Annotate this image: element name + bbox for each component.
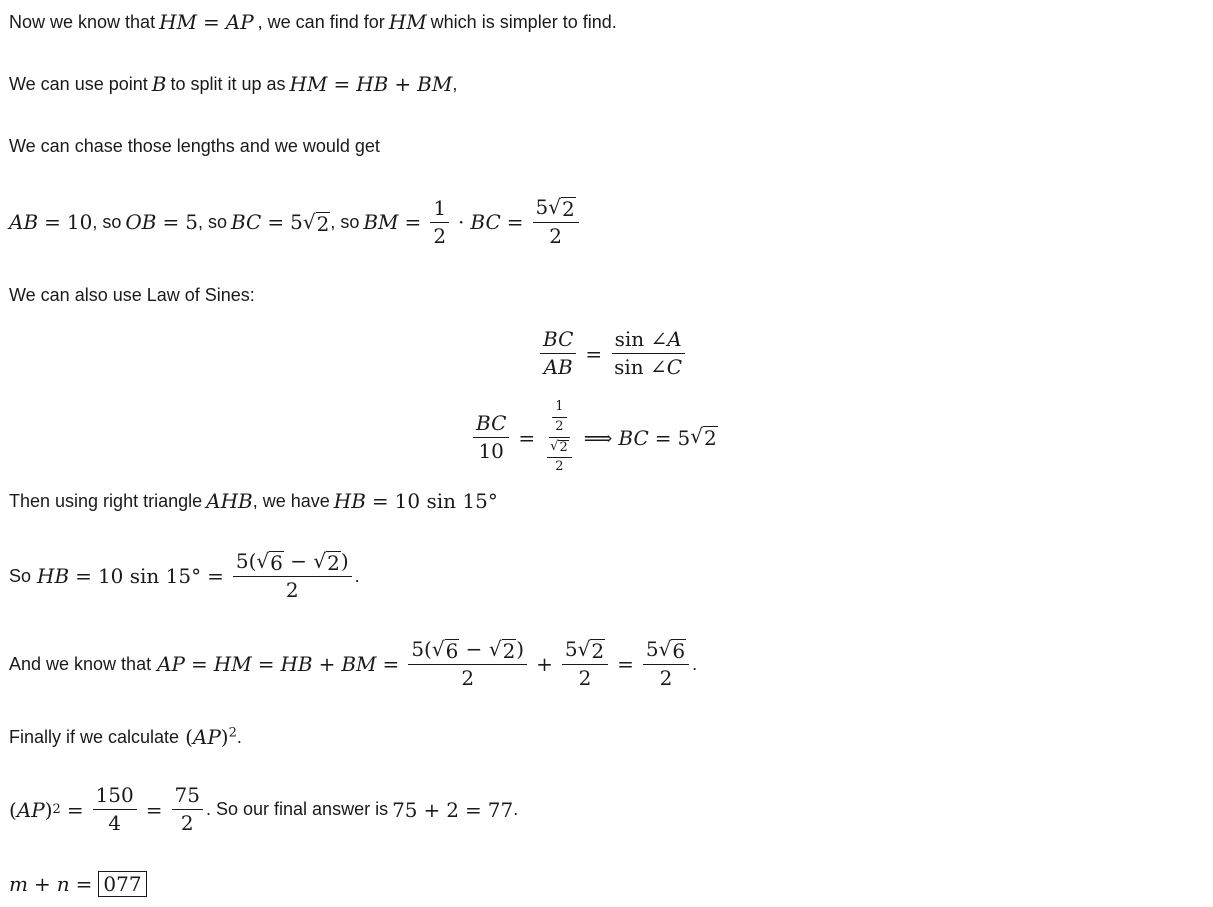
- math-ap-sum: AP = HM = HB + BM = 5( √ 6 − √ 2 ) 2 + 5 √ 2 2 = 5 √ 6 2: [157, 638, 692, 690]
- text-line-4: [9, 196, 582, 248]
- text: And we know that: [9, 653, 152, 674]
- text-line-3: [9, 136, 380, 157]
- text: Now we know that: [9, 11, 156, 32]
- text-line-12: [9, 784, 518, 835]
- text-line-13: [9, 872, 147, 896]
- law-of-sines-eq: $\frac{BC}{AB}$ = $\frac{\sin \angle A}{\sin \angle C}$: [537, 328, 688, 379]
- text: .: [354, 565, 360, 586]
- math-hm: HM: [388, 10, 427, 34]
- text: ,: [452, 73, 458, 94]
- text-line-1: [9, 10, 617, 34]
- math-hm-eq-ap: HM = AP: [159, 10, 254, 34]
- math-hb-sin: HB = 10 sin 15°: [333, 489, 498, 513]
- text-line-11: [9, 725, 242, 749]
- math-ob: OB = 5: [125, 210, 198, 234]
- text: which is simpler to find.: [430, 11, 617, 32]
- text: , we have: [252, 490, 330, 511]
- bc-solve-eq: $\frac{BC}{10}$ = $\frac{1}{2}$ √ 2 2 ⟹ BC = 5 √ 2: [470, 400, 718, 475]
- text: , so: [92, 211, 122, 232]
- math-hb-value: HB = 10 sin 15° = 5( √ 6 − √ 2 ) 2: [37, 550, 355, 602]
- text: We can chase those lengths and we would get: [9, 136, 380, 156]
- math-bc: BC = 5 √ 2: [230, 209, 330, 236]
- text-line-8: [9, 489, 498, 513]
- text: , so: [330, 211, 360, 232]
- text: , so: [197, 211, 227, 232]
- math-ap-squared: (AP)$^2$: [185, 725, 237, 749]
- text-line-10: [9, 638, 697, 690]
- math-b: B: [151, 72, 167, 96]
- text-line-2: [9, 72, 457, 96]
- text: So: [9, 565, 32, 586]
- math-sum: 75 + 2 = 77: [392, 797, 514, 822]
- math-bm: BM = $\frac{1}{2}$ · BC = 5 √ 2 2: [363, 196, 581, 248]
- text: We can also use Law of Sines:: [9, 285, 255, 305]
- math-ap-squared-value: ( AP ) 2 = $\frac{150}{4}$ = $\frac{75}{2}$: [9, 784, 206, 835]
- text: Then using right triangle: [9, 490, 203, 511]
- text: We can use point: [9, 73, 148, 94]
- text: to split it up as: [170, 73, 286, 94]
- text: .: [513, 799, 519, 819]
- text-line-9: [9, 550, 360, 602]
- math-hm-split: HM = HB + BM: [289, 72, 453, 96]
- math-ahb: AHB: [206, 489, 253, 513]
- text: .: [692, 653, 698, 674]
- text: . So our final answer is: [205, 799, 389, 819]
- math-ab: AB = 10: [9, 210, 93, 234]
- answer-box: 077: [98, 871, 146, 897]
- text: , we can find for: [257, 11, 385, 32]
- text: Finally if we calculate: [9, 726, 180, 747]
- text: .: [236, 726, 242, 747]
- math-final-answer: m + n = 077: [9, 872, 147, 896]
- text-line-5: [9, 285, 255, 306]
